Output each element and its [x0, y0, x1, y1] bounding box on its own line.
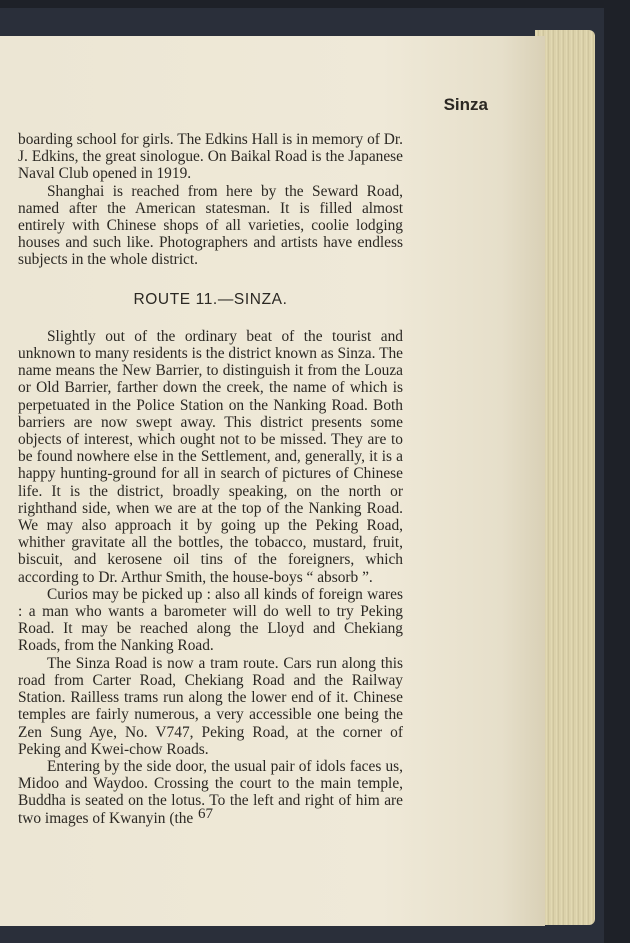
paragraph: boarding school for girls. The Edkins Hall is in memory of Dr. J. Edkins, the great sinologue. On Baikal Road is the Japanese Naval Club opened in 1919.	[18, 131, 403, 183]
page-body	[18, 131, 403, 827]
paragraph: Curios may be picked up : also all kinds of foreign wares : a man who wants a barometer will do well to try Peking Road. It may be reached along the Lloyd and Chekiang Roads, from the Nanking Road.	[18, 585, 403, 655]
paragraph: Shanghai is reached from here by the Seward Road, named after the American statesman. It is filled almost entirely with Chinese shops of all varieties, coolie lodging houses and such like. Photographers and artists have endless subjects in the whole district.	[18, 182, 403, 269]
paragraph: Slightly out of the ordinary beat of the tourist and unknown to many residents is the district known as Sinza. The name means the New Barrier, to distinguish it from the Louza or Old Barrier, farther down the creek, the name of which is perpetuated in the Police Station on the Nanking Road. Both barriers are now swept away. This district presents some objects of interest, which ought not to be missed. They are to be found nowhere else in the Settlement, and, generally, it is a happy hunting-ground for all in search of pictures of Chinese life. It is the district, broadly speaking, on the north or righthand side, when we are at the top of the Nanking Road. We may also approach it by going up the Peking Road, whither gravitate all the bottles, the tobacco, mustard, fruit, biscuit, and kerosene oil tins of the foreigners, which according to Dr. Arthur Smith, the house-boys “ absorb ”.	[18, 327, 403, 586]
running-head: Sinza	[443, 95, 488, 114]
section-heading: ROUTE 11.—SINZA.	[133, 290, 288, 308]
page-number: 67	[198, 806, 213, 822]
paragraph: Entering by the side door, the usual pair of idols faces us, Midoo and Waydoo. Crossing the court to the main temple, Buddha is seated on the lotus. To the left and right of him are two images of Kwanyin (the	[18, 757, 403, 827]
paragraph: The Sinza Road is now a tram route. Cars run along this road from Carter Road, Chekiang Road and the Railway Station. Railless trams run along the lower end of it. Chinese temples are fairly numerous, a very accessible one being the Zen Sung Aye, No. V747, Peking Road, at the corner of Peking and Kwei-chow Roads.	[18, 654, 403, 758]
